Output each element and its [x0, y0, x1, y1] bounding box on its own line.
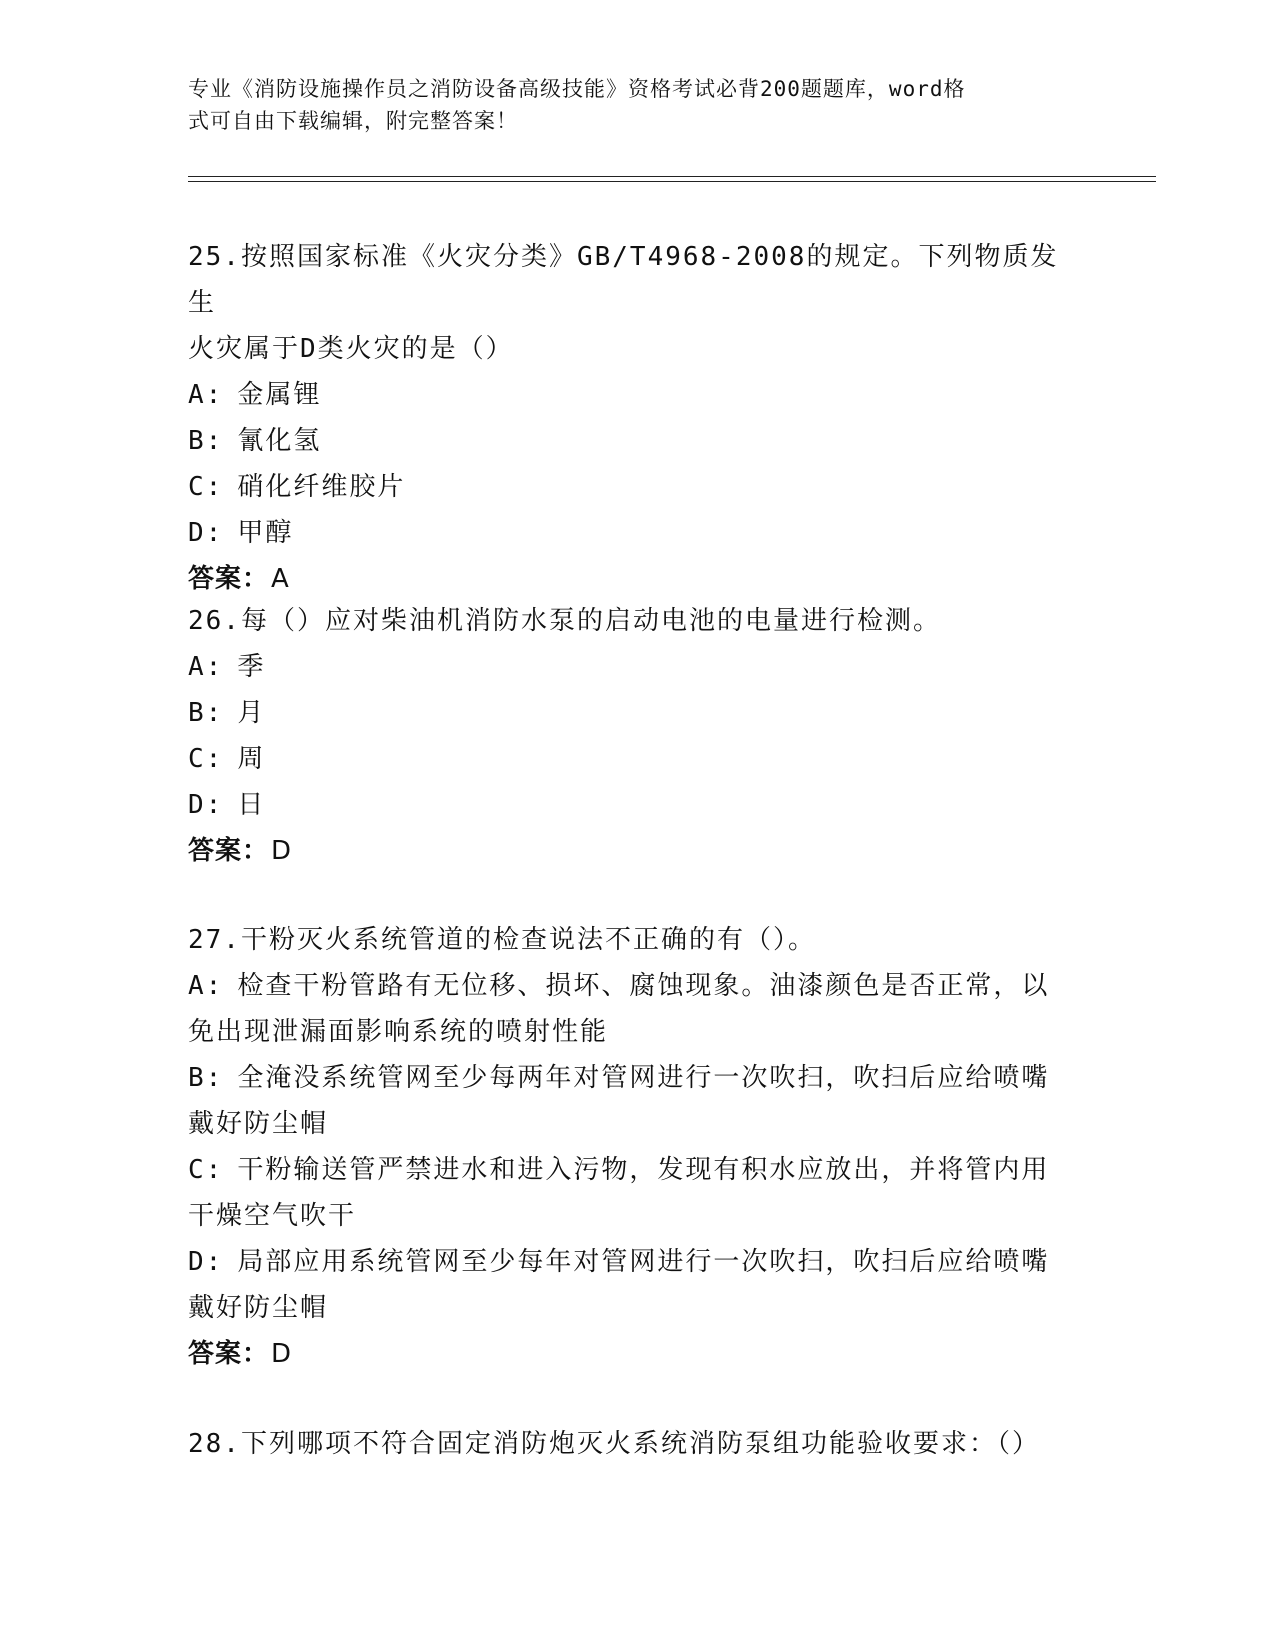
option-c — [188, 736, 1078, 782]
question-stem — [188, 598, 1078, 644]
option-key: C: — [188, 1155, 224, 1185]
header-divider-bottom — [188, 181, 1156, 182]
answer-line — [188, 556, 1078, 602]
option-key: D: — [188, 518, 224, 548]
option-key: B: — [188, 1063, 224, 1093]
option-c — [188, 1147, 1078, 1239]
option-text: 季 — [237, 652, 266, 682]
header-divider-top — [188, 176, 1156, 177]
option-b — [188, 418, 1078, 464]
option-key: A: — [188, 652, 224, 682]
answer-value: A — [271, 564, 290, 594]
option-d — [188, 1239, 1078, 1331]
option-c — [188, 464, 1078, 510]
document-header — [188, 73, 1068, 137]
option-key: B: — [188, 698, 224, 728]
option-text: 干粉输送管严禁进水和进入污物，发现有积水应放出，并将管内用 — [237, 1155, 1050, 1185]
question-stem — [188, 917, 1078, 963]
option-a — [188, 963, 1078, 1055]
header-line-1: 专业《消防设施操作员之消防设备高级技能》资格考试必背200题题库，word格 — [188, 77, 966, 101]
option-text: 月 — [237, 698, 266, 728]
answer-line — [188, 828, 1078, 874]
option-text-continued: 免出现泄漏面影响系统的喷射性能 — [188, 1017, 609, 1047]
option-text: 甲醇 — [237, 518, 294, 548]
header-line-2: 式可自由下载编辑，附完整答案！ — [188, 109, 518, 133]
option-text: 检查干粉管路有无位移、损坏、腐蚀现象。油漆颜色是否正常，以 — [237, 971, 1050, 1001]
question-stem-line: 火灾属于D类火灾的是（） — [188, 334, 514, 364]
answer-line — [188, 1331, 1078, 1377]
option-text: 全淹没系统管网至少每两年对管网进行一次吹扫，吹扫后应给喷嘴 — [237, 1063, 1050, 1093]
option-key: D: — [188, 790, 224, 820]
question-27 — [188, 917, 1078, 1377]
option-d — [188, 510, 1078, 556]
option-d — [188, 782, 1078, 828]
answer-value: D — [271, 836, 293, 866]
option-key: A: — [188, 380, 224, 410]
option-text-continued: 戴好防尘帽 — [188, 1109, 329, 1139]
question-26 — [188, 598, 1078, 874]
question-stem-line: 26.每（）应对柴油机消防水泵的启动电池的电量进行检测。 — [188, 606, 941, 636]
option-text-continued: 戴好防尘帽 — [188, 1293, 329, 1323]
option-key: C: — [188, 472, 224, 502]
answer-label: 答案： — [188, 836, 270, 866]
option-b — [188, 1055, 1078, 1147]
option-key: B: — [188, 426, 224, 456]
option-text: 日 — [237, 790, 266, 820]
answer-label: 答案： — [188, 1339, 270, 1369]
option-text: 周 — [237, 744, 266, 774]
option-b — [188, 690, 1078, 736]
answer-label: 答案： — [188, 564, 270, 594]
option-text: 硝化纤维胶片 — [237, 472, 406, 502]
option-text-continued: 干燥空气吹干 — [188, 1201, 357, 1231]
question-stem-line: 28.下列哪项不符合固定消防炮灭火系统消防泵组功能验收要求：（） — [188, 1429, 1040, 1459]
option-a — [188, 644, 1078, 690]
option-text: 局部应用系统管网至少每年对管网进行一次吹扫，吹扫后应给喷嘴 — [237, 1247, 1050, 1277]
option-key: D: — [188, 1247, 224, 1277]
option-a — [188, 372, 1078, 418]
option-text: 金属锂 — [237, 380, 322, 410]
question-stem-line: 27.干粉灭火系统管道的检查说法不正确的有（）。 — [188, 925, 816, 955]
question-28 — [188, 1421, 1078, 1467]
question-stem-line: 25.按照国家标准《火灾分类》GB/T4968-2008的规定。下列物质发生 — [188, 242, 1059, 318]
question-stem — [188, 1421, 1078, 1467]
option-key: C: — [188, 744, 224, 774]
option-text: 氰化氢 — [237, 426, 322, 456]
answer-value: D — [271, 1339, 293, 1369]
question-stem — [188, 234, 1078, 372]
option-key: A: — [188, 971, 224, 1001]
question-25 — [188, 234, 1078, 602]
